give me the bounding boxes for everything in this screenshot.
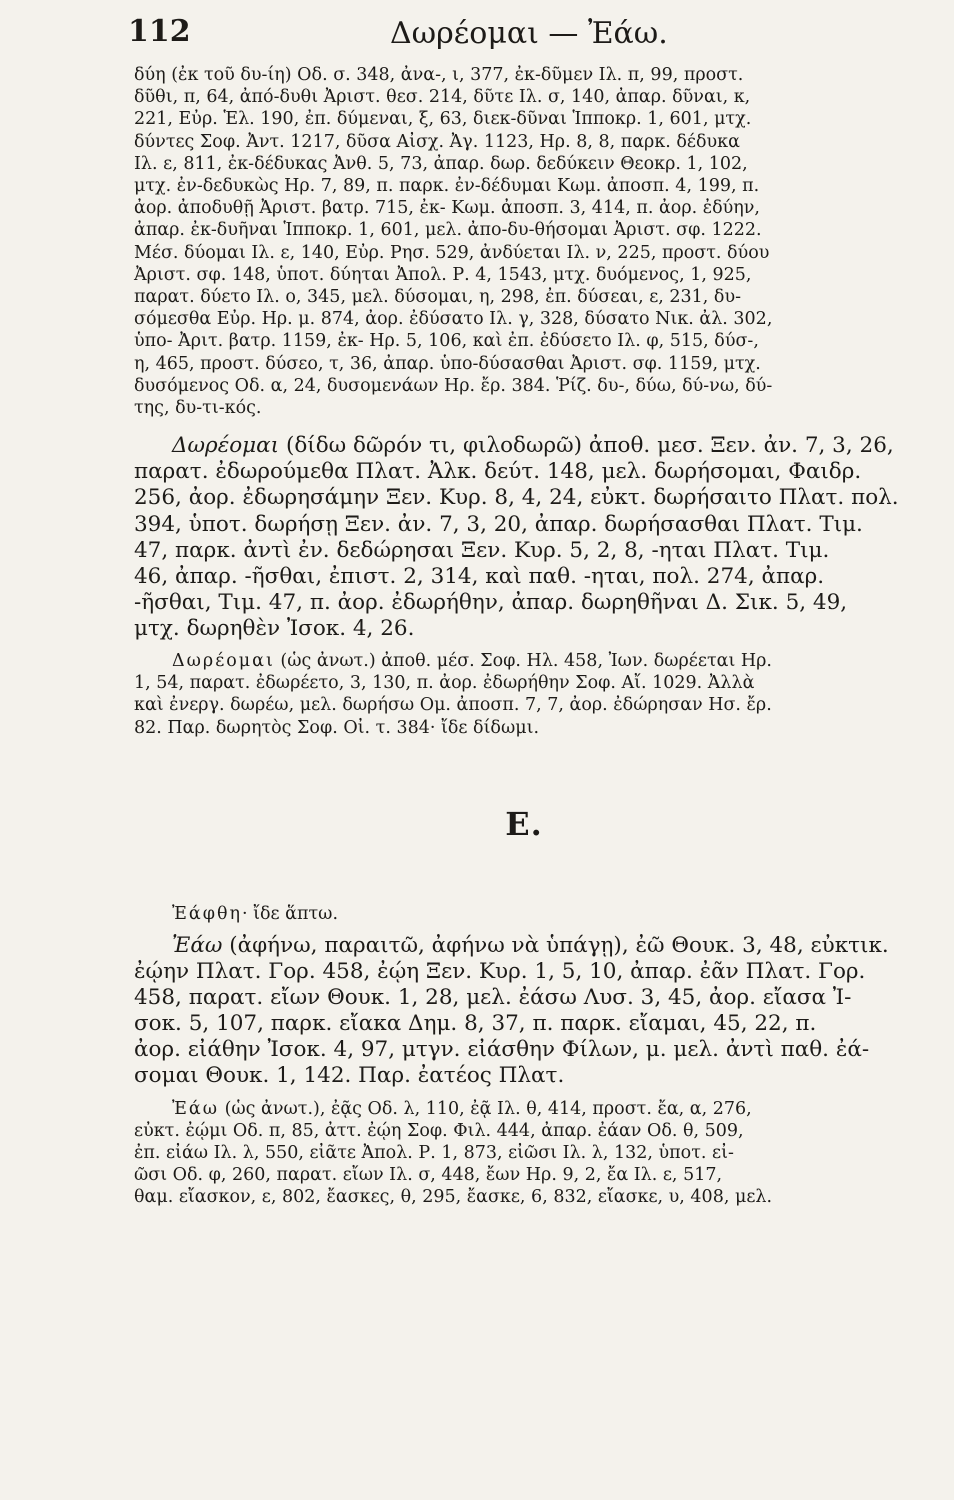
text-line: Μέσ. δύομαι Ιλ. ε, 140, Εὐρ. Ρησ. 529, ἀνδύεται Ιλ. ν, 225, προστ. δύου xyxy=(134,242,770,263)
text-line: μτχ. δωρηθὲν Ἰσοκ. 4, 26. xyxy=(134,615,415,641)
text-line: ἀορ. εἰάθην Ἰσοκ. 4, 97, μτγν. εἰάσθην Φίλων, μ. μελ. ἀντὶ παθ. ἐά- xyxy=(134,1037,870,1063)
text-line: σόμεσθα Εὐρ. Ηρ. μ. 874, ἀορ. ἐδύσατο Ιλ. γ, 328, δύσατο Νικ. ἀλ. 302, xyxy=(134,309,773,330)
entry-first-line xyxy=(134,903,914,925)
entry-eao-poetic xyxy=(134,1098,914,1209)
entry-doreomai-attic xyxy=(134,433,914,642)
text-line: δῦθι, π, 64, ἀπό-δυθι Ἀριστ. θεσ. 214, δῦτε Ιλ. σ, 140, ἀπαρ. δῦναι, κ, xyxy=(134,87,751,108)
entry-first-line xyxy=(134,933,914,959)
text-line: 394, ὑποτ. δωρήσῃ Ξεν. ἀν. 7, 3, 20, ἀπαρ. δωρήσασθαι Πλατ. Τιμ. xyxy=(134,511,863,537)
text-line: 1, 54, παρατ. ἐδωρέετο, 3, 130, π. ἀορ. ἐδωρήθην Σοφ. Αἴ. 1029. Ἀλλὰ xyxy=(134,673,755,694)
text-line: ἐῴην Πλατ. Γορ. 458, ἐῴη Ξεν. Κυρ. 1, 5, 10, ἀπαρ. ἐᾶν Πλατ. Γορ. xyxy=(134,959,866,985)
text-line: μτχ. ἐν-δεδυκὼς Ηρ. 7, 89, π. παρκ. ἐν-δέδυμαι Κωμ. ἀποσπ. 4, 199, π. xyxy=(134,176,760,197)
entry-text: (ἀφήνω, παραιτῶ, ἀφήνω νὰ ὑπάγῃ), ἐῶ Θουκ. 3, 48, εὐκτικ. xyxy=(222,933,889,959)
entry-first-line xyxy=(134,433,914,459)
entry-dyo-continuation xyxy=(134,64,914,419)
page-body xyxy=(134,64,914,1209)
text-line: Ἀριστ. σφ. 148, ὑποτ. δύηται Ἀπολ. Ρ. 4, 1543, μτχ. δυόμενος, 1, 925, xyxy=(134,264,752,285)
text-line: δυσόμενος Οδ. α, 24, δυσομενάων Ηρ. ἔρ. 384. Ῥίζ. δυ-, δύω, δύ-νω, δύ- xyxy=(134,375,773,396)
text-line: σοκ. 5, 107, παρκ. εἴακα Δημ. 8, 37, π. παρκ. εἴαμαι, 45, 22, π. xyxy=(134,1011,817,1037)
text-line: σομαι Θουκ. 1, 142. Παρ. ἐατέος Πλατ. xyxy=(134,1063,565,1089)
text-line: καὶ ἐνεργ. δωρέω, μελ. δωρήσω Ομ. ἀποσπ. 7, 7, ἀορ. ἐδώρησαν Ησ. ἔρ. xyxy=(134,695,772,716)
text-line: παρατ. δύετο Ιλ. ο, 345, μελ. δύσομαι, η, 298, ἐπ. δύσεαι, ε, 231, δυ- xyxy=(134,287,742,308)
text-line: 47, παρκ. ἀντὶ ἐν. δεδώρησαι Ξεν. Κυρ. 5, 2, 8, -ηται Πλατ. Τιμ. xyxy=(134,537,830,563)
entry-eafthe xyxy=(134,903,914,925)
entry-text: (ὡς ἀνωτ.) ἀποθ. μέσ. Σοφ. Ηλ. 458, Ἰων. δωρέεται Ηρ. xyxy=(274,651,772,671)
text-line: 46, ἀπαρ. -ῆσθαι, ἐπιστ. 2, 314, καὶ παθ. -ηται, πολ. 274, ἀπαρ. xyxy=(134,563,825,589)
page-number: 112 xyxy=(128,14,191,49)
entry-lemma: Δωρέομαι xyxy=(172,651,275,671)
running-head: Δωρέομαι — Ἐάω. xyxy=(390,16,668,51)
entry-lemma: Ἐάω xyxy=(172,1098,220,1119)
entry-lemma: Ἐάω xyxy=(172,933,223,959)
text-line: -ῆσθαι, Τιμ. 47, π. ἀορ. ἐδωρήθην, ἀπαρ. δωρηθῆναι Δ. Σικ. 5, 49, xyxy=(134,589,848,615)
text-line: ἀπαρ. ἐκ-δυῆναι Ἱπποκρ. 1, 601, μελ. ἀπο-δυ-θήσομαι Ἀριστ. σφ. 1222. xyxy=(134,220,762,241)
entry-doreomai-poetic xyxy=(134,650,914,739)
text-line: ἀορ. ἀποδυθῇ Ἀριστ. βατρ. 715, ἐκ- Κωμ. ἀποσπ. 3, 414, π. ἀορ. ἐδύην, xyxy=(134,198,760,219)
entry-lemma: Δωρέομαι xyxy=(172,433,280,459)
text-line: θαμ. εἴασκον, ε, 802, ἔασκες, θ, 295, ἔασκε, 6, 832, εἴασκε, υ, 408, μελ. xyxy=(134,1187,773,1208)
text-line: Ιλ. ε, 811, ἐκ-δέδυκας Ἀνθ. 5, 73, ἀπαρ. δωρ. δεδύκειν Θεοκρ. 1, 102, xyxy=(134,153,748,174)
text-line: 82. Παρ. δωρητὸς Σοφ. Οἰ. τ. 384· ἴδε δίδωμι. xyxy=(134,717,540,738)
text-line: ἐπ. εἰάω Ιλ. λ, 550, εἰᾶτε Ἀπολ. Ρ. 1, 873, εἰῶσι Ιλ. λ, 132, ὑποτ. εἰ- xyxy=(134,1142,734,1163)
entry-eao-attic xyxy=(134,933,914,1090)
entry-first-line xyxy=(134,650,914,672)
text-line: της, δυ-τι-κός. xyxy=(134,398,262,419)
entry-first-line xyxy=(134,1098,914,1120)
text-line: ῶσι Οδ. φ, 260, παρατ. εἴων Ιλ. σ, 448, ἔων Ηρ. 9, 2, ἔα Ιλ. ε, 517, xyxy=(134,1165,723,1186)
entry-text: (δίδω δῶρόν τι, φιλοδωρῶ) ἀποθ. μεσ. Ξεν. ἀν. 7, 3, 26, xyxy=(279,433,894,459)
text-line: ὑπο- Ἀριτ. βατρ. 1159, ἐκ- Ηρ. 5, 106, καὶ ἐπ. ἐδύσετο Ιλ. φ, 515, δύσ-, xyxy=(134,331,759,352)
entry-lemma: Ἐάφθη xyxy=(172,903,243,924)
text-line: εὐκτ. ἐῴμι Οδ. π, 85, ἀττ. ἐῴη Σοφ. Φιλ. 444, ἀπαρ. ἐάαν Οδ. θ, 509, xyxy=(134,1120,744,1141)
text-line: δύη (ἐκ τοῦ δυ-ίη) Οδ. σ. 348, ἀνα-, ι, 377, ἐκ-δῦμεν Ιλ. π, 99, προστ. xyxy=(134,65,744,85)
text-line: η, 465, προστ. δύσεο, τ, 36, ἀπαρ. ὑπο-δύσασθαι Ἀριστ. σφ. 1159, μτχ. xyxy=(134,353,761,374)
text-line: 458, παρατ. εἴων Θουκ. 1, 28, μελ. ἐάσω Λυσ. 3, 45, ἀορ. εἴασα Ἰ- xyxy=(134,985,852,1011)
section-letter: Ε. xyxy=(505,804,543,843)
text-line: 221, Εὐρ. Ἑλ. 190, ἐπ. δύμεναι, ξ, 63, διεκ-δῦναι Ἱπποκρ. 1, 601, μτχ. xyxy=(134,109,752,130)
text-line: παρατ. ἐδωρούμεθα Πλατ. Ἀλκ. δεύτ. 148, μελ. δωρήσομαι, Φαιδρ. xyxy=(134,459,862,485)
entry-text: · ἴδε ἅπτω. xyxy=(242,903,339,924)
text-line: δύντες Σοφ. Ἀντ. 1217, δῦσα Αἰσχ. Ἀγ. 1123, Ηρ. 8, 8, παρκ. δέδυκα xyxy=(134,131,740,152)
entry-text: (ὡς ἀνωτ.), ἐᾷς Οδ. λ, 110, ἐᾷ Ιλ. θ, 414, προστ. ἔα, α, 276, xyxy=(219,1098,752,1119)
page-header xyxy=(128,14,916,60)
text-line: 256, ἀορ. ἐδωρησάμην Ξεν. Κυρ. 8, 4, 24, εὐκτ. δωρήσαιτο Πλατ. πολ. xyxy=(134,485,899,511)
